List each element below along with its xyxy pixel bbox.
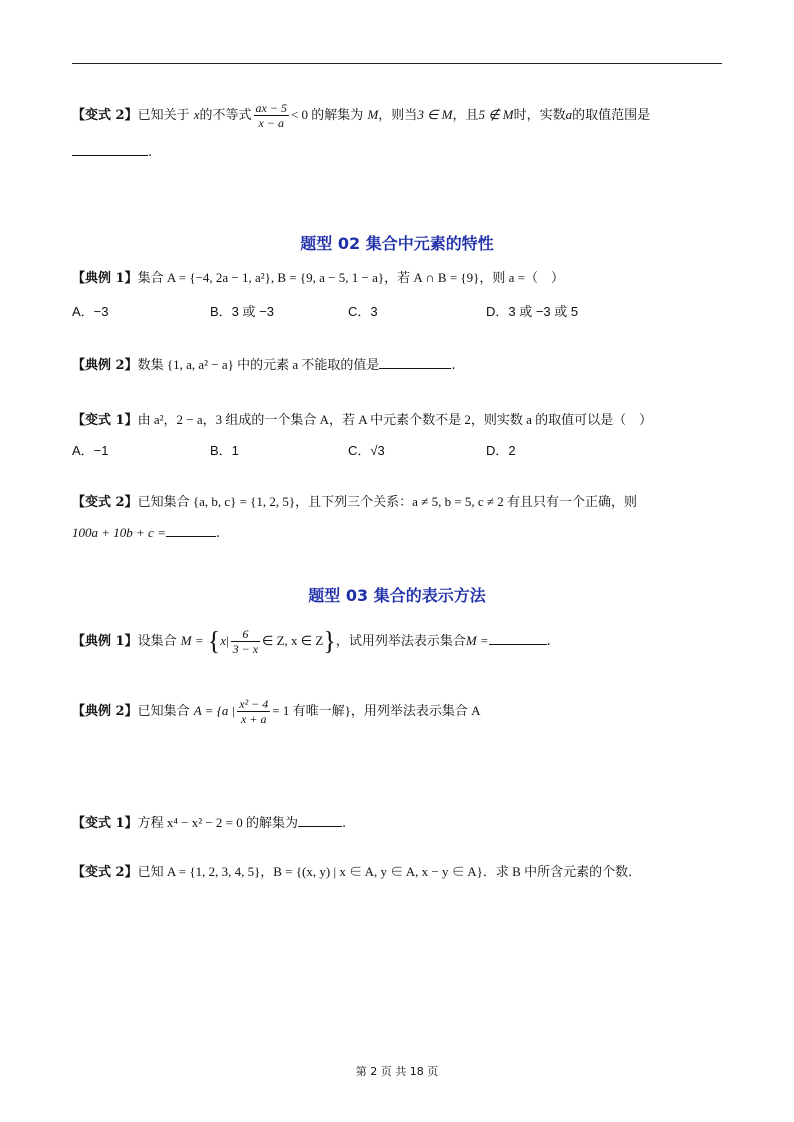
fraction-numerator: 6 <box>231 627 260 642</box>
text: ，则当 <box>378 108 418 123</box>
problem-f2 <box>72 862 641 883</box>
answer-blank[interactable] <box>166 523 216 537</box>
answer-blank[interactable] <box>72 142 148 156</box>
period: . <box>215 526 220 541</box>
option-a[interactable]: A．−3 <box>72 304 109 319</box>
problem-tag: 【典例 1】 <box>72 634 138 649</box>
text: 的不等式 <box>199 108 252 123</box>
period: . <box>451 358 456 373</box>
problem-d2 <box>72 355 456 376</box>
period: . <box>546 634 551 649</box>
var-a: a <box>565 107 573 122</box>
problem-b1 <box>72 410 652 431</box>
problem-tag: 【典例 1】 <box>72 271 138 286</box>
problem-tag: 【变式 1】 <box>72 816 138 831</box>
left-brace: { <box>207 626 221 656</box>
section-heading: 题型 03 集合的表示方法 <box>308 586 486 605</box>
problem-v2-top <box>72 101 650 130</box>
set-name: M = <box>465 633 489 648</box>
problem-tag: 【变式 2】 <box>72 865 138 880</box>
section-heading: 题型 02 集合中元素的特性 <box>300 234 494 253</box>
text: 已知集合 <box>137 704 190 719</box>
condition: 5 ∉ M <box>478 107 514 122</box>
problem-text: 已知 A = {1, 2, 3, 4, 5}，B = {(x, y) | x ∈ A, y ∈ A, x − y ∈ A}．求 B 中所含元素的个数． <box>137 864 642 879</box>
var-x: x <box>220 633 226 648</box>
fraction-denominator: x + a <box>241 712 267 726</box>
fraction-denominator: x − a <box>258 116 284 130</box>
set-builder: A = {a | <box>193 703 236 718</box>
option-d[interactable]: D．3 或 −3 或 5 <box>486 304 579 319</box>
period: . <box>148 145 153 160</box>
problem-b2-line2 <box>72 523 220 544</box>
text: < 0 的解集为 <box>290 107 364 122</box>
expression: 100a + 10b + c = <box>72 525 166 540</box>
answer-line <box>72 142 152 163</box>
option-b[interactable]: B．1 <box>210 443 239 458</box>
option-b[interactable]: B．3 或 −3 <box>210 304 274 319</box>
set-name: M = <box>180 633 204 648</box>
problem-d1 <box>72 268 564 289</box>
answer-blank[interactable] <box>489 631 547 645</box>
condition: = 1 有唯一解}，用列举法表示集合 A <box>272 703 481 718</box>
problem-tag: 【变式 2】 <box>72 108 138 123</box>
problem-tag: 【典例 2】 <box>72 358 138 373</box>
fraction-numerator: ax − 5 <box>255 101 287 115</box>
text: ，且 <box>452 108 479 123</box>
condition: 3 ∈ M <box>417 107 453 122</box>
right-brace: } <box>323 626 336 656</box>
header-rule <box>72 63 722 64</box>
problem-text: 已知集合 {a, b, c} = {1, 2, 5}，且下列三个关系：a ≠ 5, b = 5, c ≠ 2 有且只有一个正确，则 <box>137 494 638 509</box>
condition: ∈ Z, x ∈ Z <box>262 633 324 648</box>
page-footer: 第 2 页 共 18 页 <box>355 1065 439 1078</box>
problem-text: 方程 x⁴ − x² − 2 = 0 的解集为 <box>137 815 299 830</box>
problem-tag: 【变式 2】 <box>72 495 138 510</box>
problem-tag: 【典例 2】 <box>72 704 138 719</box>
text: 的取值范围是 <box>572 108 651 123</box>
problem-text: 由 a²，2 − a，3 组成的一个集合 A，若 A 中元素个数不是 2，则实数 a 的取值可以是（ ） <box>137 412 653 427</box>
period: . <box>342 816 347 831</box>
answer-blank[interactable] <box>298 813 342 827</box>
problem-e1: 【典例 1】设集合 M = {x| $\frac{6}{3 - x}$ ∈ Z, x ∈ Z}，试用列举法表示集合M = . <box>72 626 551 656</box>
problem-b2 <box>72 492 637 513</box>
option-c[interactable]: C．3 <box>348 304 378 319</box>
problem-text: 集合 A = {−4, 2a − 1, a²}, B = {9, a − 5, 1 − a}，若 A ∩ B = {9}，则 a =（ ） <box>137 270 564 285</box>
option-d[interactable]: D．2 <box>486 443 516 458</box>
text: 已知关于 <box>137 108 190 123</box>
problem-tag: 【变式 1】 <box>72 413 138 428</box>
fraction-numerator: x² − 4 <box>239 697 269 711</box>
answer-blank[interactable] <box>379 355 451 369</box>
fraction-denominator: 3 − x <box>232 642 259 656</box>
var-m: M <box>367 107 379 122</box>
option-c[interactable]: C．√3 <box>348 443 385 458</box>
problem-f1 <box>72 813 346 834</box>
fraction <box>237 697 270 726</box>
problem-text: 数集 {1, a, a² − a} 中的元素 a 不能取的值是 <box>137 357 380 372</box>
option-a[interactable]: A．−1 <box>72 443 109 458</box>
text: ，试用列举法表示集合 <box>335 634 466 649</box>
fraction <box>231 627 260 656</box>
problem-e2 <box>72 694 481 729</box>
fraction <box>254 101 289 130</box>
text: 设集合 <box>137 634 177 649</box>
var-x: x <box>193 107 200 122</box>
text: 时，实数 <box>513 108 566 123</box>
